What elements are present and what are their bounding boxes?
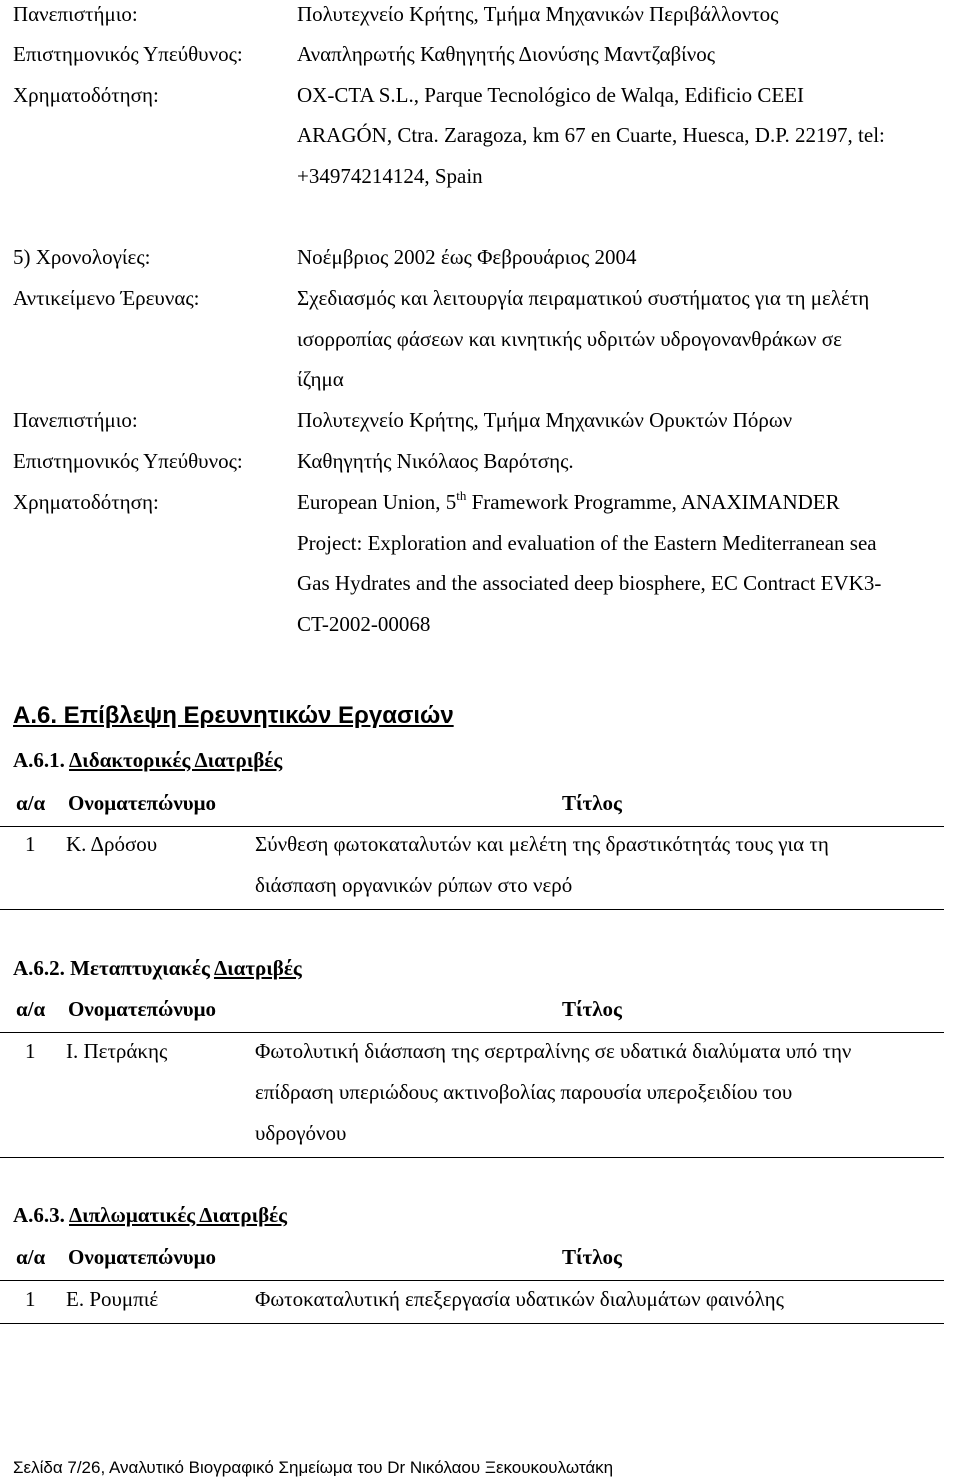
- value-subject-line: Σχεδιασμός και λειτουργία πειραματικού συστήματος για τη μελέτη: [297, 286, 870, 310]
- diploma-row-no: 1: [25, 1287, 36, 1311]
- label-supervisor: Επιστημονικός Υπεύθυνος:: [13, 42, 243, 66]
- value-supervisor: Αναπληρωτής Καθηγητής Διονύσης Μαντζαβίνος: [297, 42, 716, 66]
- table-rule: [0, 1157, 944, 1158]
- page-footer: Σελίδα 7/26, Αναλυτικό Βιογραφικό Σημείωμα του Dr Νικόλαου Ξεκουκουλωτάκη: [13, 1458, 614, 1477]
- phd-row-name: Κ. Δρόσου: [66, 832, 158, 856]
- diploma-col-no: α/α: [16, 1245, 46, 1269]
- value-funding-line: [297, 488, 840, 514]
- value-funding-line: Gas Hydrates and the associated deep biosphere, EC Contract EVK3-: [297, 571, 882, 595]
- diploma-col-title: Τίτλος: [562, 1245, 622, 1269]
- msc-row-title-line: υδρογόνου: [255, 1121, 347, 1145]
- label-funding: Χρηματοδότηση:: [13, 490, 159, 514]
- msc-heading-underlined: Διατριβές: [213, 956, 302, 980]
- value-university: Πολυτεχνείο Κρήτης, Τμήμα Μηχανικών Περιβάλλοντος: [297, 2, 779, 26]
- value-dates: Νοέμβριος 2002 έως Φεβρουάριος 2004: [297, 245, 637, 269]
- phd-row-no: 1: [25, 832, 36, 856]
- label-funding: Χρηματοδότηση:: [13, 83, 159, 107]
- table-rule: [0, 826, 944, 827]
- phd-heading-underlined: Διδακτορικές Διατριβές: [69, 748, 283, 772]
- section-title: Α.6. Επίβλεψη Ερευνητικών Εργασιών: [13, 702, 454, 729]
- value-funding-line: OX-CTA S.L., Parque Tecnológico de Walqa, Edificio CEEI: [297, 83, 805, 107]
- table-rule: [0, 909, 944, 910]
- diploma-heading: [13, 1205, 287, 1226]
- diploma-col-name: Ονοματεπώνυμο: [68, 1245, 217, 1269]
- value-funding-line: ARAGÓN, Ctra. Zaragoza, km 67 en Cuarte, Huesca, D.P. 22197, tel:: [297, 123, 885, 147]
- phd-col-name: Ονοματεπώνυμο: [68, 791, 217, 815]
- phd-col-no: α/α: [16, 791, 46, 815]
- phd-row-title-line: Σύνθεση φωτοκαταλυτών και μελέτη της δραστικότητάς τους για τη: [255, 832, 829, 856]
- msc-col-name: Ονοματεπώνυμο: [68, 997, 217, 1021]
- msc-heading-prefix: Α.6.2. Μεταπτυχιακές: [13, 956, 214, 980]
- diploma-heading-prefix: Α.6.3.: [13, 1203, 70, 1227]
- value-funding-line: Project: Exploration and evaluation of the Eastern Mediterranean sea: [297, 531, 877, 555]
- phd-heading-prefix: Α.6.1.: [13, 748, 70, 772]
- label-supervisor: Επιστημονικός Υπεύθυνος:: [13, 449, 243, 473]
- table-rule: [0, 1280, 944, 1281]
- phd-row-title-line: διάσπαση οργανικών ρύπων στο νερό: [255, 873, 573, 897]
- value-subject-line: ίζημα: [297, 367, 344, 391]
- msc-col-title: Τίτλος: [562, 997, 622, 1021]
- funding-post: Framework Programme, ANAXIMANDER: [466, 490, 840, 514]
- msc-row-title-line: επίδραση υπεριώδους ακτινοβολίας παρουσία υπεροξειδίου του: [255, 1080, 793, 1104]
- msc-row-title-line: Φωτολυτική διάσπαση της σερτραλίνης σε υδατικά διαλύματα υπό την: [255, 1039, 852, 1063]
- value-university: Πολυτεχνείο Κρήτης, Τμήμα Μηχανικών Ορυκτών Πόρων: [297, 408, 793, 432]
- label-dates: 5) Χρονολογίες:: [13, 245, 151, 269]
- table-rule: [0, 1323, 944, 1324]
- funding-sup: th: [456, 488, 467, 503]
- msc-heading: [13, 958, 302, 979]
- diploma-row-name: Ε. Ρουμπιέ: [66, 1287, 159, 1311]
- label-university: Πανεπιστήμιο:: [13, 2, 138, 26]
- diploma-heading-underlined: Διπλωματικές Διατριβές: [69, 1203, 287, 1227]
- table-rule: [0, 1032, 944, 1033]
- msc-col-no: α/α: [16, 997, 46, 1021]
- value-subject-line: ισορροπίας φάσεων και κινητικής υδριτών υδρογονανθράκων σε: [297, 327, 842, 351]
- msc-row-name: Ι. Πετράκης: [66, 1039, 168, 1063]
- value-funding-line: CT-2002-00068: [297, 612, 431, 636]
- label-subject: Αντικείμενο Έρευνας:: [13, 286, 200, 310]
- msc-row-no: 1: [25, 1039, 36, 1063]
- phd-heading: [13, 750, 282, 771]
- label-university: Πανεπιστήμιο:: [13, 408, 138, 432]
- phd-col-title: Τίτλος: [562, 791, 622, 815]
- value-supervisor: Καθηγητής Νικόλαος Βαρότσης.: [297, 449, 574, 473]
- funding-pre: European Union, 5: [297, 490, 457, 514]
- value-funding-line: +34974214124, Spain: [297, 164, 483, 188]
- diploma-row-title: Φωτοκαταλυτική επεξεργασία υδατικών διαλυμάτων φαινόλης: [255, 1287, 784, 1311]
